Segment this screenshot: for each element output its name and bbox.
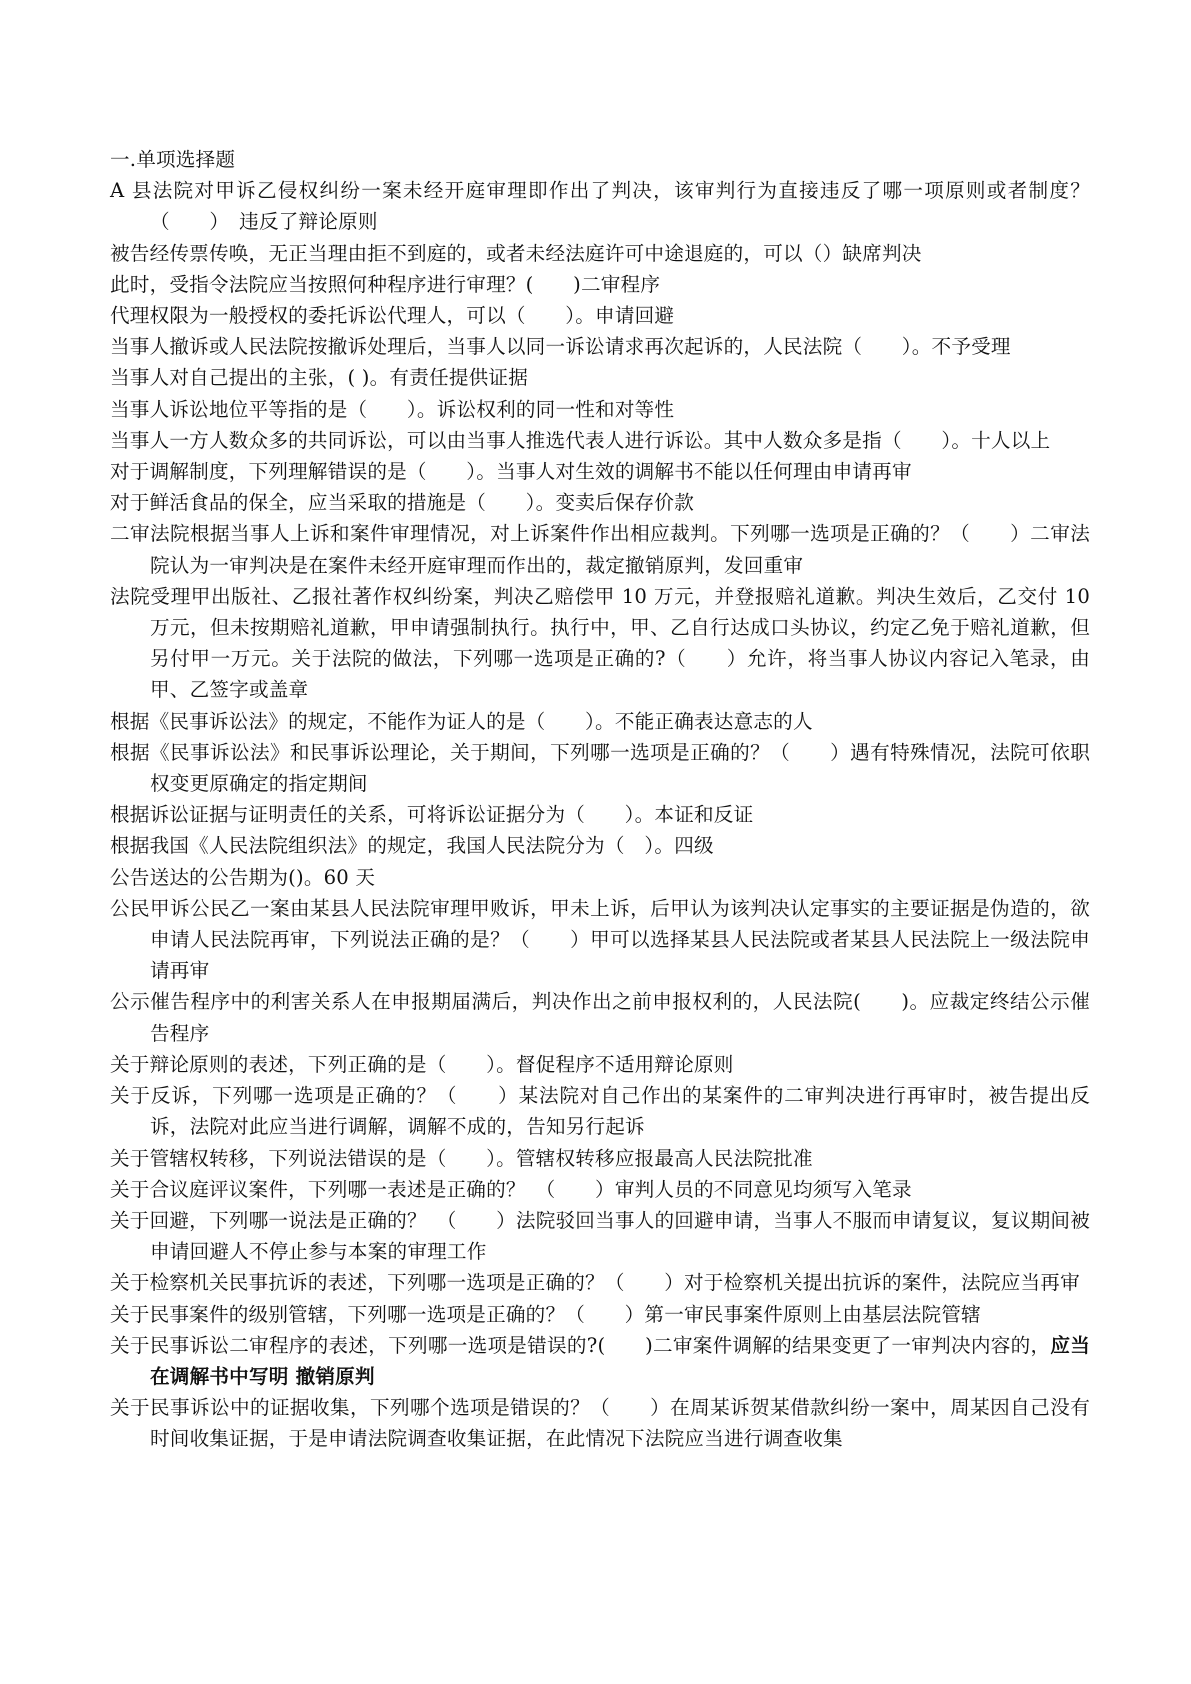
question-item: 对于鲜活食品的保全，应当采取的措施是（ ）。变卖后保存价款	[110, 491, 695, 515]
question-item: 关于管辖权转移，下列说法错误的是（ ）。管辖权转移应报最高人民法院批准	[110, 1146, 813, 1170]
question-item: A 县法院对甲诉乙侵权纠纷一案未经开庭审理即作出了判决，该审判行为直接违反了哪一项原则或者制度？（ ） 违反了辩论原则	[110, 179, 1090, 234]
question-item: 关于民事诉讼中的证据收集，下列哪个选项是错误的？（ ）在周某诉贺某借款纠纷一案中，周某因自己没有时间收集证据，于是申请法院调查收集证据，在此情况下法院应当进行调查收集	[110, 1396, 1090, 1451]
section-heading: 一.单项选择题	[110, 148, 236, 171]
question-item: 公告送达的公告期为()。60 天	[110, 865, 376, 889]
question-item: 代理权限为一般授权的委托诉讼代理人，可以（ ）。申请回避	[110, 304, 675, 328]
question-item: 关于检察机关民事抗诉的表述，下列哪一选项是正确的？（ ）对于检察机关提出抗诉的案件，法院应当再审	[110, 1271, 1080, 1295]
question-item: 根据《民事诉讼法》的规定，不能作为证人的是（ ）。不能正确表达意志的人	[110, 709, 813, 733]
question-text: 关于民事诉讼二审程序的表述，下列哪一选项是错误的?( )二审案件调解的结果变更了一审判决内容的，	[110, 1333, 1051, 1357]
question-item: 对于调解制度，下列理解错误的是（ ）。当事人对生效的调解书不能以任何理由申请再审	[110, 460, 912, 484]
question-item: 关于反诉，下列哪一选项是正确的？（ ）某法院对自己作出的某案件的二审判决进行再审时，被告提出反诉，法院对此应当进行调解，调解不成的，告知另行起诉	[110, 1084, 1090, 1139]
question-item: 当事人诉讼地位平等指的是（ ）。诉讼权利的同一性和对等性	[110, 397, 675, 421]
question-item: 当事人撤诉或人民法院按撤诉处理后，当事人以同一诉讼请求再次起诉的，人民法院（ ）。不予受理	[110, 335, 1011, 359]
question-item: 根据诉讼证据与证明责任的关系，可将诉讼证据分为（ ）。本证和反证	[110, 803, 754, 827]
question-item: 关于回避，下列哪一说法是正确的？ （ ）法院驳回当事人的回避申请，当事人不服而申请复议，复议期间被申请回避人不停止参与本案的审理工作	[110, 1208, 1090, 1264]
question-item: 二审法院根据当事人上诉和案件审理情况，对上诉案件作出相应裁判。下列哪一选项是正确的？（ ）二审法院认为一审判决是在案件未经开庭审理而作出的，裁定撤销原判，发回重审	[110, 522, 1090, 577]
question-item	[110, 1330, 1090, 1392]
question-item: 公民甲诉公民乙一案由某县人民法院审理甲败诉，甲未上诉，后甲认为该判决认定事实的主要证据是伪造的，欲申请人民法院再审，下列说法正确的是？（ ）甲可以选择某县人民法院或者某县人民法院上一级法院申请再审	[110, 896, 1090, 983]
question-item: 关于民事案件的级别管辖，下列哪一选项是正确的？（ ）第一审民事案件原则上由基层法院管辖	[110, 1302, 981, 1326]
question-item: 根据我国《人民法院组织法》的规定，我国人民法院分为（ ）。四级	[110, 834, 714, 858]
question-item: 此时，受指令法院应当按照何种程序进行审理？( )二审程序	[110, 272, 661, 296]
question-item: 根据《民事诉讼法》和民事诉讼理论，关于期间，下列哪一选项是正确的？（ ）遇有特殊情况，法院可依职权变更原确定的指定期间	[110, 740, 1090, 796]
question-item: 公示催告程序中的利害关系人在申报期届满后，判决作出之前申报权利的，人民法院( )。应裁定终结公示催告程序	[110, 990, 1090, 1045]
question-item: 被告经传票传唤，无正当理由拒不到庭的，或者未经法庭许可中途退庭的，可以（）缺席判决	[110, 241, 922, 265]
question-item: 关于合议庭评议案件，下列哪一表述是正确的？ （ ）审判人员的不同意见均须写入笔录	[110, 1177, 912, 1201]
question-answer-bold: 应当在调解书中写明 撤销原判	[150, 1333, 1091, 1388]
question-item: 关于辩论原则的表述，下列正确的是（ ）。督促程序不适用辩论原则	[110, 1052, 734, 1076]
question-item: 当事人一方人数众多的共同诉讼，可以由当事人推选代表人进行诉讼。其中人数众多是指（ ）。十人以上	[110, 428, 1051, 452]
question-item: 当事人对自己提出的主张，( )。有责任提供证据	[110, 366, 528, 390]
document-page	[110, 144, 1090, 1455]
question-item: 法院受理甲出版社、乙报社著作权纠纷案，判决乙赔偿甲 10 万元，并登报赔礼道歉。判决生效后，乙交付 10 万元，但未按期赔礼道歉，甲申请强制执行。执行中，甲、乙自行达成口头协议，约定乙免于赔礼道歉，但另付甲一万元。关于法院的做法，下列哪一选项是正确的?（ ）允许，将当事人协议内容记入笔录，由甲、乙签字或盖章	[110, 584, 1090, 702]
